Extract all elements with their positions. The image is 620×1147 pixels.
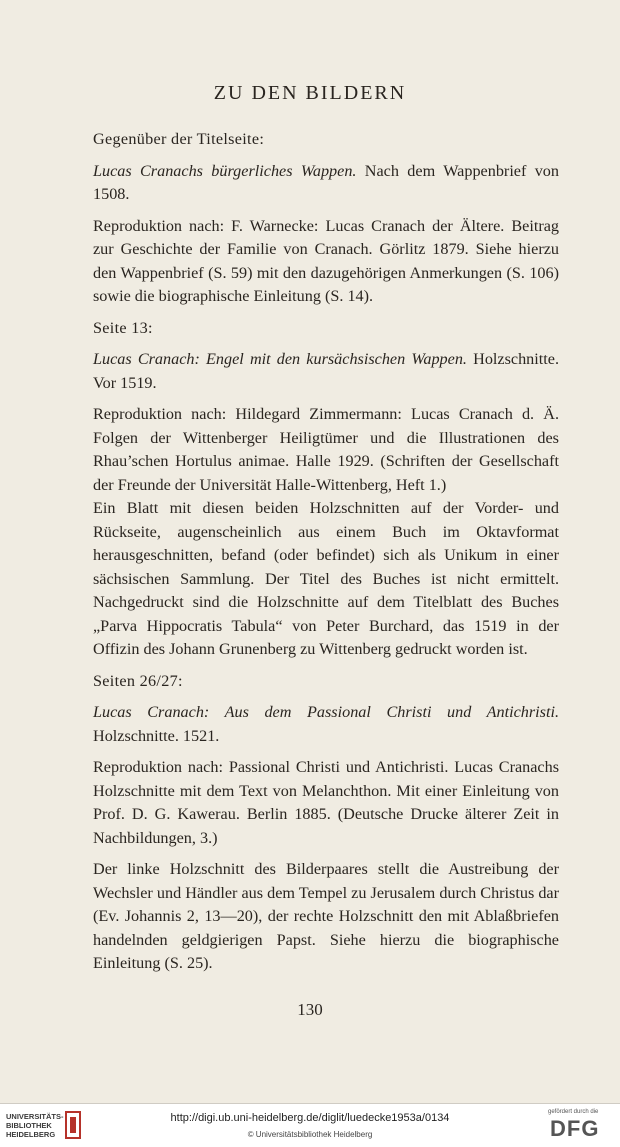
institution-line: HEIDELBERG: [6, 1130, 56, 1139]
dfg-caption: gefördert durch die: [548, 1109, 599, 1115]
entry-text: Holzschnitte. Vor 1519.: [93, 350, 559, 392]
footer-bar: [0, 1103, 620, 1147]
paragraph: Reproduktion nach: Hildegard Zimmermann: Lucas Cranach d. Ä. Folgen der Wittenberger Heiligtümer und die Illustrationen des Rhau’schen Hortulus animae. Halle 1929. (Schriften der Gesellschaft der Freunde der Universität Halle-Wittenberg, Heft 1.): [93, 405, 559, 494]
page-number: 130: [297, 1000, 323, 1019]
entry-title: Lucas Cranachs bürgerliches Wappen.: [93, 161, 357, 180]
paragraph: Ein Blatt mit diesen beiden Holzschnitten auf der Vorder- und Rückseite, augenscheinlich aus einem Buch im Oktavformat herausgeschnitten, befand (oder befindet) sich als Unikum in einer sächsischen Sammlung. Der Titel des Buches ist nicht ermittelt. Nachgedruckt sind die Holzschnitte auf dem Titelblatt des Buches „Parva Hippocratis Tabula“ von Peter Burchard, das 1519 in der Offizin des Johann Grunenberg zu Wittenberg gedruckt worden ist.: [93, 499, 559, 658]
section-heading: Gegenüber der Titelseite:: [93, 130, 265, 148]
section-heading: Seiten 26/27:: [93, 671, 183, 690]
entry-paragraph: [93, 348, 559, 395]
entry-title: Lucas Cranach: Engel mit den kursächsischen Wappen.: [93, 350, 467, 368]
copyright-notice: © Universitätsbibliothek Heidelberg: [247, 1130, 373, 1139]
entry-paragraph: [93, 701, 559, 748]
permalink-url[interactable]: http://digi.ub.uni-heidelberg.de/diglit/luedecke1953a/0134: [170, 1112, 450, 1124]
paragraph: Der linke Holzschnitt des Bilderpaares stellt die Austreibung der Wechsler und Händler aus dem Tempel zu Jerusalem durch Christus dar (Ev. Johannis 2, 13—20), der rechte Holzschnitt den mit Ablaßbriefen handelnden geldgierigen Papst. Siehe hierzu die biographische Einleitung (S. 25).: [93, 860, 559, 972]
paragraph: Reproduktion nach: Passional Christi und Antichristi. Lucas Cranachs Holzschnitte mit dem Text von Melanchthon. Mit einer Einleitung von Prof. D. G. Kawerau. Berlin 1885. (Deutsche Drucke älterer Zeit in Nachbildungen, 3.): [93, 758, 559, 847]
dfg-logo: DFG: [550, 1116, 600, 1141]
entry-text: Nach dem Wappenbrief von 1508.: [93, 161, 559, 203]
institution-line: BIBLIOTHEK: [6, 1121, 52, 1130]
entry-title: Lucas Cranach: Aus dem Passional Christi und Antichristi.: [93, 703, 559, 721]
body-text: [93, 128, 559, 984]
institution-line: UNIVERSITÄTS-: [6, 1112, 64, 1121]
entry-text: Holzschnitte. 1521.: [93, 726, 220, 745]
page-title: ZU DEN BILDERN: [213, 82, 407, 104]
section-heading: Seite 13:: [93, 318, 153, 337]
paragraph: Reproduktion nach: F. Warnecke: Lucas Cranach der Ältere. Beitrag zur Geschichte der Familie von Cranach. Görlitz 1879. Siehe hierzu den Wappenbrief (S. 59) mit den dazugehörigen Anmerkungen (S. 106) sowie die biographische Einleitung (S. 14).: [93, 216, 559, 305]
entry-paragraph: [93, 160, 559, 207]
